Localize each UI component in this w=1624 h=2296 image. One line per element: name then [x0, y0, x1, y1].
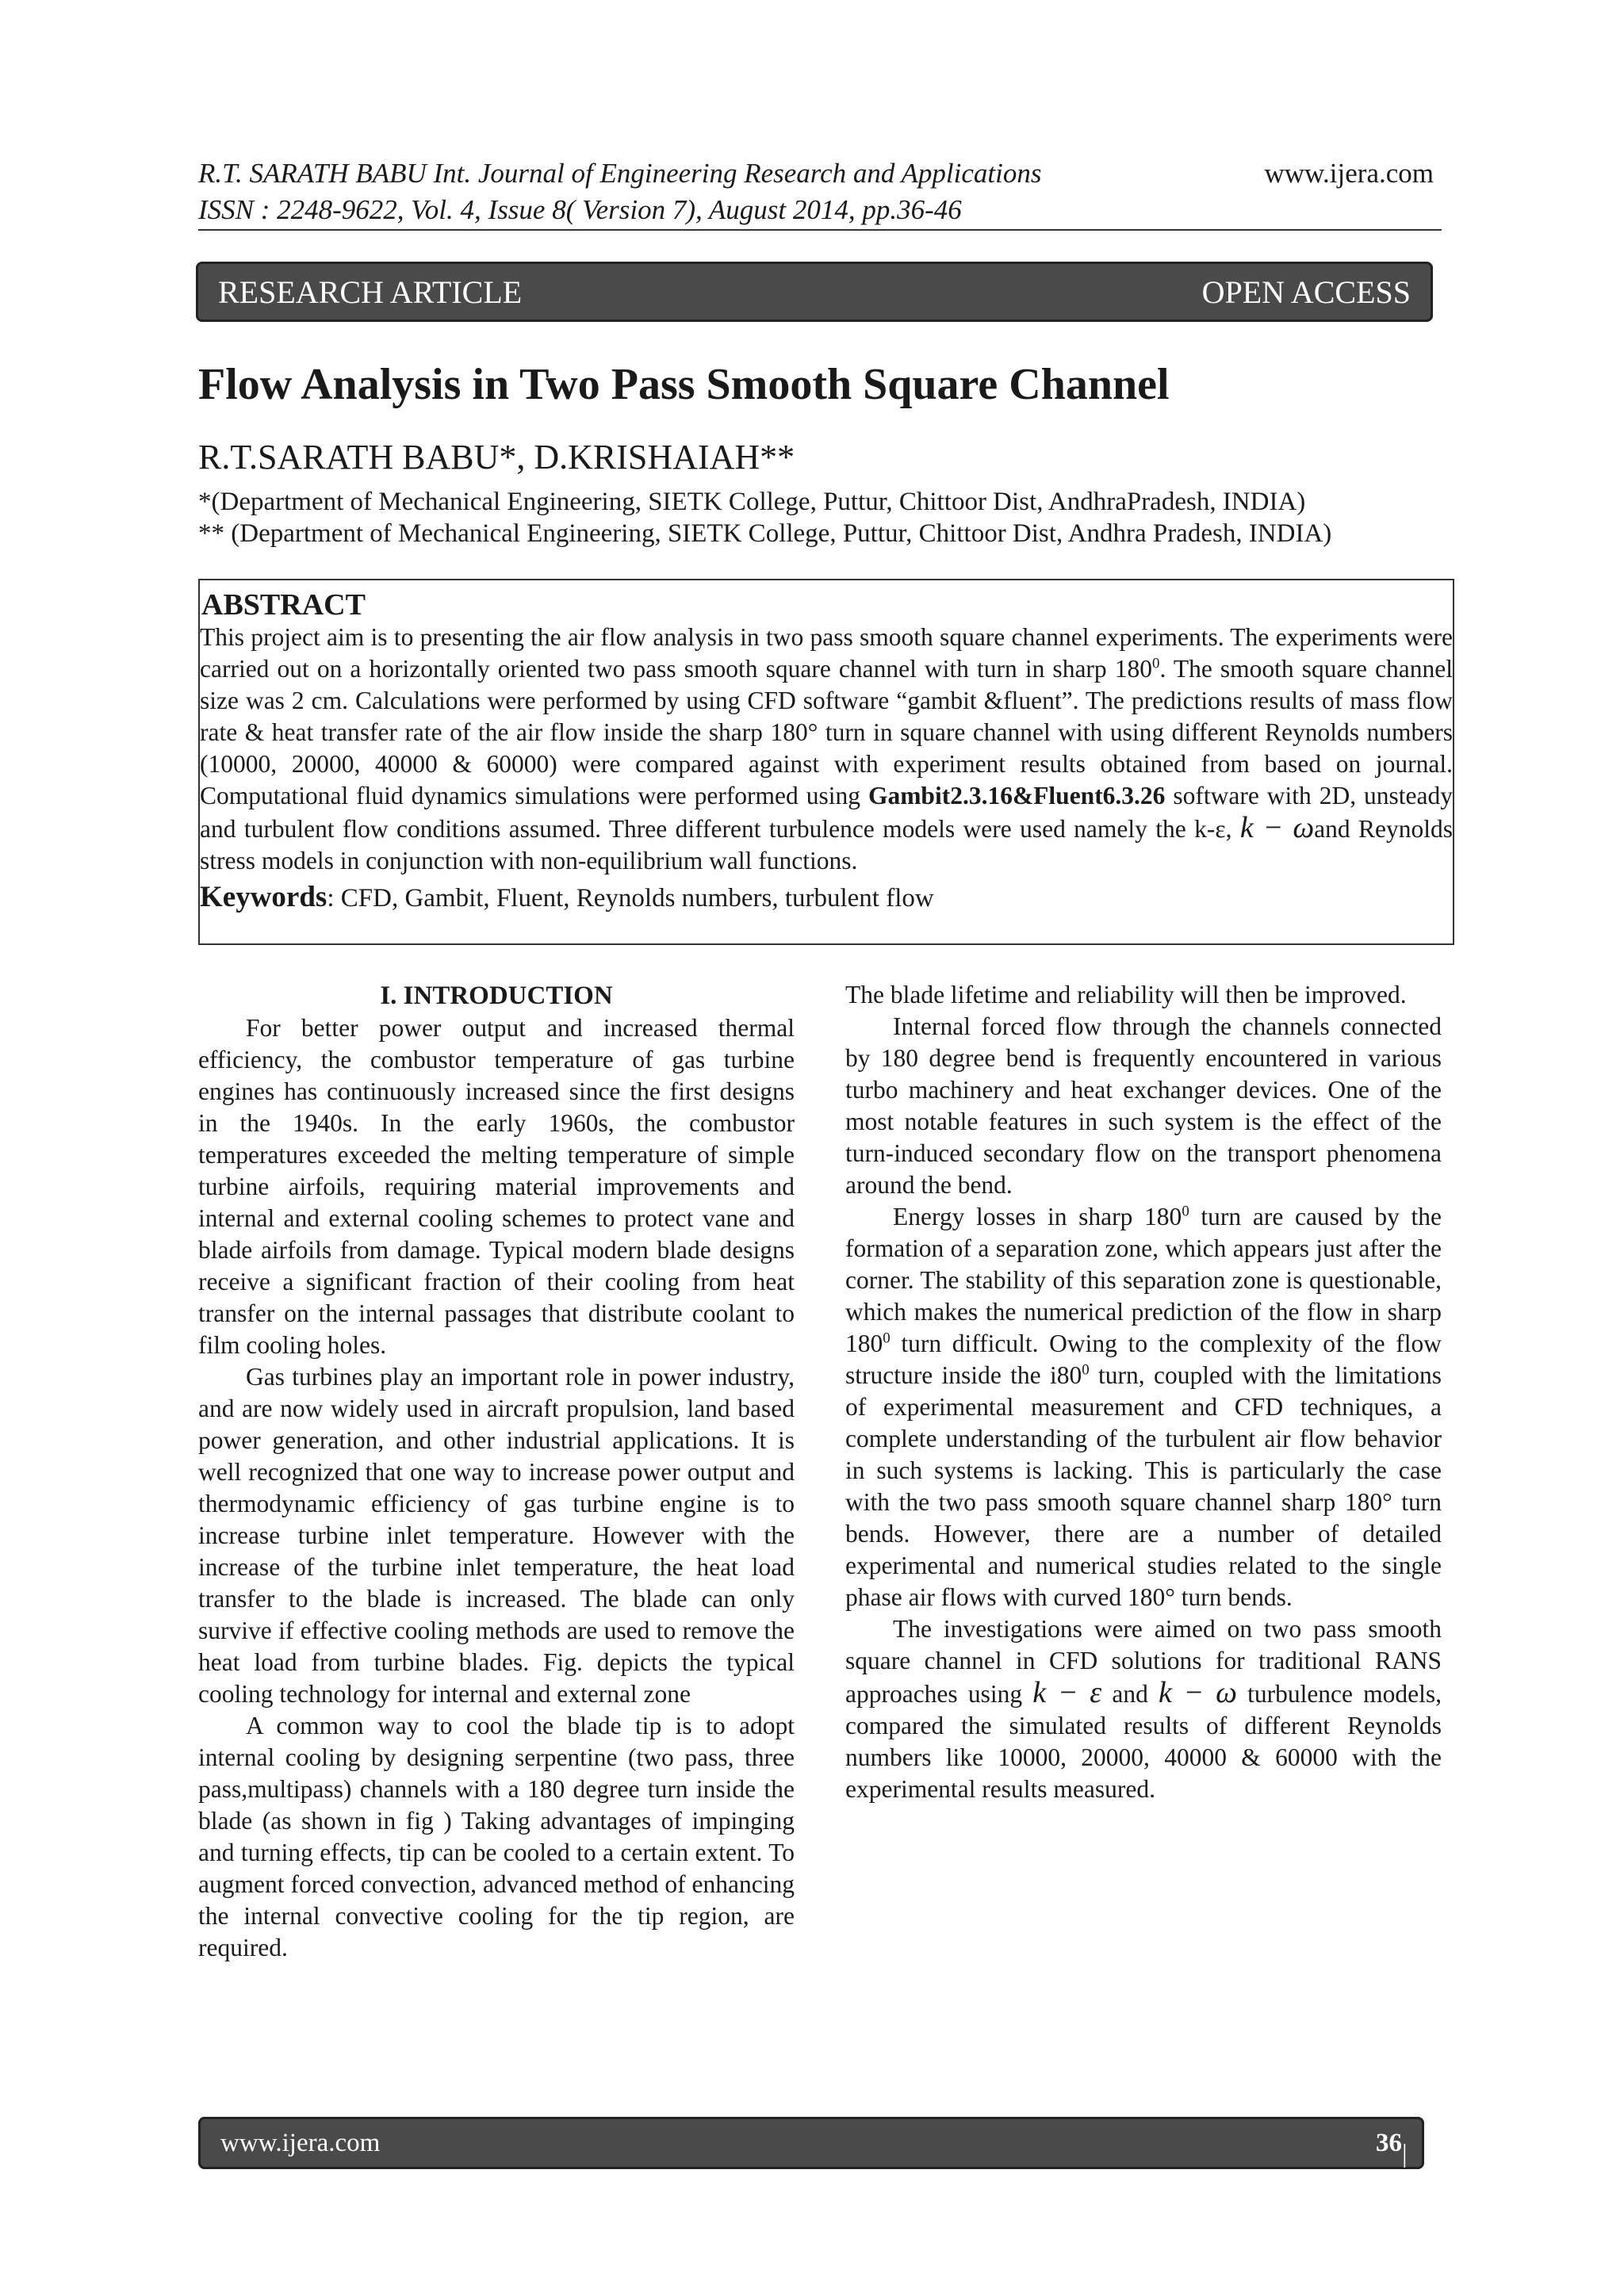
header-divider — [198, 229, 1442, 231]
journal-website[interactable]: www.ijera.com — [1264, 158, 1434, 189]
journal-issn: ISSN : 2248-9622, Vol. 4, Issue 8( Version 7), August 2014, pp.36-46 — [198, 194, 962, 225]
left-column — [198, 979, 795, 1964]
k-omega-symbol: k − ω — [1159, 1676, 1237, 1709]
software-name: Gambit2.3.16&Fluent6.3.26 — [868, 782, 1166, 809]
section-heading-introduction: I. INTRODUCTION — [380, 982, 613, 1010]
k-omega-symbol: k − ω — [1239, 811, 1315, 844]
intro-paragraph-7: The investigations were aimed on two pass smooth square channel in CFD solutions for traditional RANS approaches using k − ε and k − ω turbulence models, compared the simulated results of different Reynolds numbers like 10000, 20000, 40000 & 60000 with the experimental results measured. — [845, 1615, 1442, 1803]
abstract-heading: ABSTRACT — [201, 588, 366, 622]
intro-paragraph-3: A common way to cool the blade tip is to adopt internal cooling by designing serpentine (two pass, three pass,multipass) channels with a 180 degree turn inside the blade (as shown in fig ) Taking advantages of impinging and turning effects, tip can be cooled to a certain extent. To augment forced convection, advanced method of enhancing the internal convective cooling for the tip region, are required. — [198, 1712, 795, 1961]
article-type-banner — [196, 262, 1433, 322]
abstract-text: This project aim is to presenting the air flow analysis in two pass smooth square channel experiments. The experiments were carried out on a horizontally oriented two pass smooth square channel with turn in sharp $180^0$. The smooth square channel size was 2 cm. Calculations were performed by using CFD software “gambit &fluent”. The predictions results of mass flow rate & heat transfer rate of the air flow inside the sharp 180° turn in square channel with using different Reynolds numbers (10000, 20000, 40000 & 60000) were compared against with experiment results obtained from based on journal. Computational fluid dynamics simulations were performed using Gambit2.3.16&Fluent6.3.26 software with 2D, unsteady and turbulent flow conditions assumed. Three different turbulence models were used namely the k-ε, k − ωand Reynolds stress models in conjunction with non-equilibrium wall functions. — [200, 623, 1454, 874]
right-column — [845, 979, 1442, 1805]
paper-title: Flow Analysis in Two Pass Smooth Square Channel — [198, 360, 1170, 409]
page-footer — [198, 2117, 1424, 2289]
keywords-list: : CFD, Gambit, Fluent, Reynolds numbers, turbulent flow — [327, 884, 934, 913]
journal-citation: R.T. SARATH BABU Int. Journal of Engineering Research and Applications — [198, 158, 1042, 189]
journal-header — [198, 155, 1041, 228]
research-article-label: RESEARCH ARTICLE — [218, 274, 523, 310]
affiliation-2: ** (Department of Mechanical Engineering, SIETK College, Puttur, Chittoor Dist, Andhra Pradesh, INDIA) — [198, 519, 1332, 548]
keywords-label: Keywords — [200, 881, 327, 913]
intro-paragraph-1: For better power output and increased thermal efficiency, the combustor temperature of gas turbine engines has continuously increased since the first designs in the 1940s. In the early 1960s, the combustor temperatures exceeded the melting temperature of simple turbine airfoils, requiring material improvements and internal and external cooling schemes to protect vane and blade airfoils from damage. Typical modern blade designs receive a significant fraction of their cooling from heat transfer on the internal passages that distribute coolant to film cooling holes. — [198, 1014, 795, 1359]
intro-paragraph-5: Internal forced flow through the channels connected by 180 degree bend is frequently encountered in various turbo machinery and heat exchanger devices. One of the most notable features in such system is the effect of the turn-induced secondary flow on the transport phenomena around the bend. — [845, 1012, 1442, 1199]
intro-paragraph-2: Gas turbines play an important role in power industry, and are now widely used in aircraft propulsion, land based power generation, and other industrial applications. It is well recognized that one way to increase power output and thermodynamic efficiency of gas turbine engine is to increase turbine inlet temperature. However with the increase of the turbine inlet temperature, the heat load transfer to the blade is increased. The blade can only survive if effective cooling methods are used to remove the heat load from turbine blades. Fig. depicts the typical cooling technology for internal and external zone — [198, 1363, 795, 1708]
keywords-line — [200, 880, 1453, 916]
open-access-label: OPEN ACCESS — [1201, 274, 1411, 310]
affiliation-1: *(Department of Mechanical Engineering, SIETK College, Puttur, Chittoor Dist, AndhraPradesh, INDIA) — [198, 488, 1306, 516]
paper-authors: R.T.SARATH BABU*, D.KRISHAIAH** — [198, 438, 795, 476]
k-epsilon-symbol: k − ε — [1032, 1676, 1102, 1709]
intro-paragraph-6: Energy losses in sharp $180^0$ turn are caused by the formation of a separation zone, which appears just after the corner. The stability of this separation zone is questionable, which makes the numerical prediction of the flow in sharp $180^0$ turn difficult. Owing to the complexity of the flow structure inside the $i80^0$ turn, coupled with the limitations of experimental measurement and CFD techniques, a complete understanding of the turbulent air flow behavior in such systems is lacking. This is particularly the case with the two pass smooth square channel sharp 180° turn bends. However, there are a number of detailed experimental and numerical studies related to the single phase air flows with curved 180° turn bends. — [845, 1203, 1442, 1611]
intro-paragraph-4: The blade lifetime and reliability will then be improved. — [845, 981, 1407, 1008]
footer-website[interactable]: www.ijera.com — [220, 2129, 381, 2157]
page-number: 36 | P a g e — [1376, 2129, 1416, 2289]
abstract-box — [198, 579, 1454, 945]
